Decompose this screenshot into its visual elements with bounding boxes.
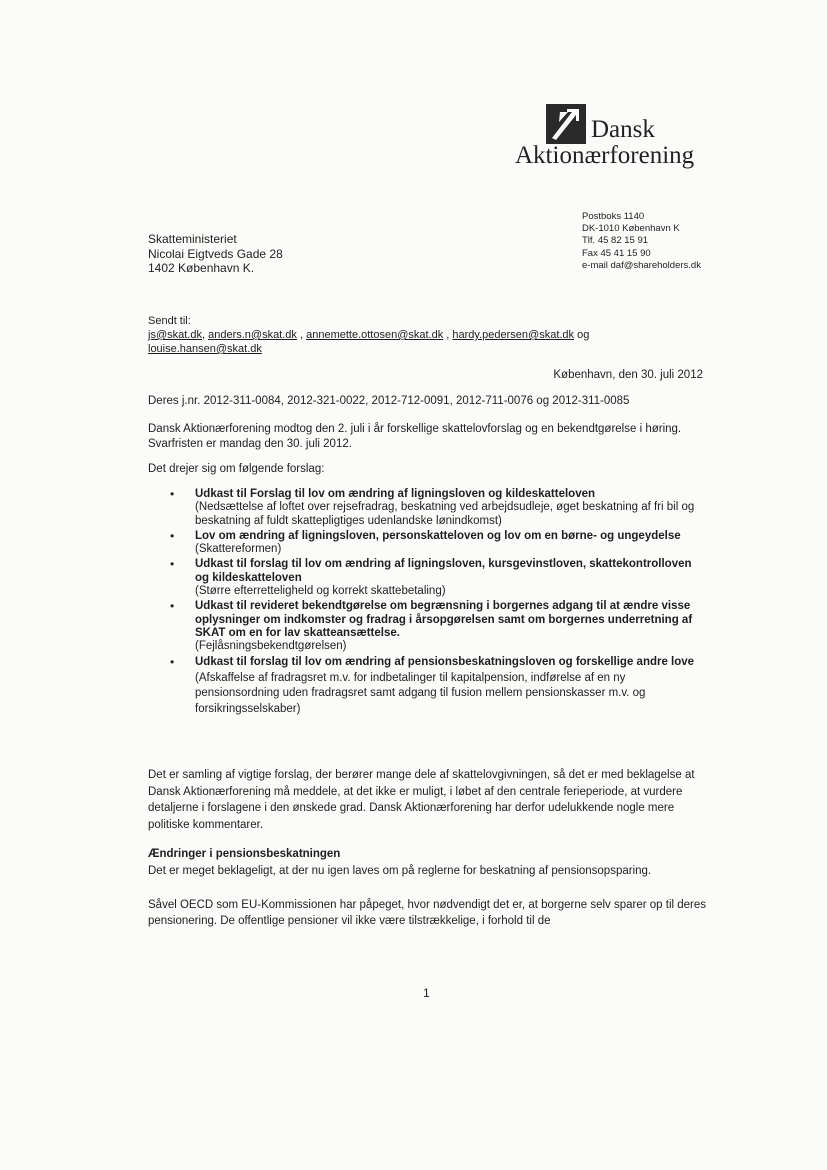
proposal-description: (Fejlåsningsbekendtgørelsen) <box>195 640 347 653</box>
proposal-title: Udkast til revideret bekendtgørelse om begrænsning i borgernes adgang til at ændre visse oplysninger om indkomster og fradrag i årsopgørelsen samt om borgernes underretning af SKAT om en for lav skatteansættelse. <box>195 600 693 639</box>
letter-date: København, den 30. juli 2012 <box>553 369 703 381</box>
list-item <box>148 530 708 557</box>
bullet-icon: • <box>170 557 175 572</box>
lead-paragraph: Det drejer sig om følgende forslag: <box>148 463 325 475</box>
proposal-description: (Nedsættelse af loftet over rejsefradrag, beskatning ved arbejdsudleje, øget beskatning af fri bil og beskatning af fuldt skattepligtiges udenlandske lønindkomst) <box>195 501 695 527</box>
proposal-title: Udkast til forslag til lov om ændring af ligningsloven, kursgevinstloven, skattekontrolloven og kildeskatteloven <box>195 558 692 584</box>
email-link[interactable]: hardy.pedersen@skat.dk <box>452 329 575 341</box>
sent-to-line1 <box>148 328 589 342</box>
email-separator: , <box>296 329 307 341</box>
bullet-icon: • <box>170 599 175 614</box>
proposal-title: Udkast til forslag til lov om ændring af pensionsbeskatningsloven og forskellige andre love <box>195 655 695 668</box>
sent-to-block <box>148 314 589 356</box>
summary-paragraph: Det er samling af vigtige forslag, der berører mange dele af skattelovgivningen, så det er med beklagelse at Dansk Aktionærforening må meddele, at det ikke er muligt, i løbet af den centrale ferieperiode, at vurdere detaljerne i forslagene i den ønskede grad. Dansk Aktionærforening har derfor udelukkende nogle mere politiske kommentarer. <box>148 769 695 831</box>
sender-postbox: Postboks 1140 <box>582 211 645 222</box>
list-item <box>148 558 708 598</box>
bullet-icon: • <box>170 487 175 501</box>
recipient-street: Nicolai Eigtveds Gade 28 <box>148 246 283 261</box>
email-separator: , <box>201 329 209 341</box>
sender-address: DK-1010 København K <box>582 223 680 235</box>
recipient-address <box>148 232 283 276</box>
proposal-description: (Afskaffelse af fradragsret m.v. for indbetalinger til kapitalpension, indførelse af en ny pensionsordning uden fradragsret samt adgang til fusion mellem pensionskasser m.v. og forsikringsselskaber) <box>195 671 646 715</box>
bullet-icon: • <box>170 654 175 669</box>
pension-paragraph-1: Det er meget beklageligt, at der nu igen laves om på reglerne for beskatning af pensionsopsparing. <box>148 865 652 877</box>
logo-text-line2: Aktionærforening <box>515 142 695 169</box>
page-number: 1 <box>423 986 430 1000</box>
email-link[interactable]: anders.n@skat.dk <box>208 329 297 341</box>
sender-phone: Tlf. 45 82 15 91 <box>582 235 649 247</box>
proposals-list <box>148 488 708 719</box>
bullet-icon: • <box>170 528 175 543</box>
reference-line: Deres j.nr. 2012-311-0084, 2012-321-0022, 2012-712-0091, 2012-711-0076 og 2012-311-0085 <box>148 395 630 407</box>
proposal-title: Lov om ændring af ligningsloven, personskatteloven og lov om en børne- og ungeydelse <box>195 529 681 542</box>
pension-paragraph-2: Såvel OECD som EU-Kommissionen har påpeget, hvor nødvendigt det er, at borgerne selv sparer op til deres pensionering. De offentlige pensioner vil ikke være tilstrækkelige, i forhold til de <box>148 899 707 927</box>
proposal-description: (Større efterretteligheld og korrekt skattebetaling) <box>195 585 446 598</box>
recipient-name: Skatteministeriet <box>148 232 237 246</box>
section-heading: Ændringer i pensionsbeskatningen <box>148 848 341 860</box>
sender-contact <box>582 211 701 272</box>
sent-to-label: Sendt til: <box>148 315 191 327</box>
logo-mark-icon <box>546 104 586 144</box>
logo <box>515 104 716 169</box>
logo-text-line1: Dansk <box>591 116 655 143</box>
sent-to-line2 <box>148 342 589 356</box>
proposal-title: Udkast til Forslag til lov om ændring af ligningsloven og kildeskatteloven <box>195 488 596 500</box>
email-link[interactable]: annemette.ottosen@skat.dk <box>306 329 444 341</box>
list-item <box>148 656 708 718</box>
email-separator: , <box>443 329 453 341</box>
list-item <box>148 600 708 653</box>
email-conjunction: og <box>574 329 590 341</box>
sender-fax: Fax 45 41 15 90 <box>582 247 651 259</box>
sender-email: e-mail daf@shareholders.dk <box>582 259 701 271</box>
email-link[interactable]: louise.hansen@skat.dk <box>148 343 262 355</box>
intro-paragraph: Dansk Aktionærforening modtog den 2. juli i år forskellige skattelovforslag og en bekendtgørelse i høring. Svarfristen er mandag den 30. juli 2012. <box>148 423 682 450</box>
recipient-city: 1402 København K. <box>148 261 255 275</box>
list-item <box>148 488 708 528</box>
email-link[interactable]: js@skat.dk <box>148 329 202 341</box>
proposal-description: (Skattereformen) <box>195 543 282 556</box>
